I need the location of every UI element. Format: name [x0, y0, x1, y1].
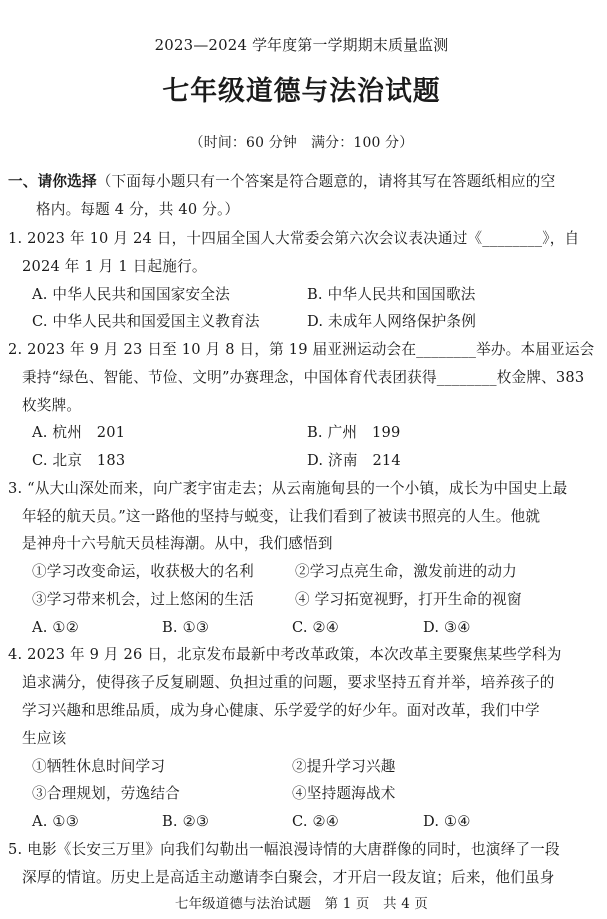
- option-d: D. ①④: [423, 813, 471, 830]
- time-info: （时间：60 分钟 满分：100 分）: [189, 135, 414, 151]
- question-text: 2024 年 1 月 1 日起施行。: [22, 258, 207, 275]
- option-b: B. ②③: [162, 813, 210, 830]
- question-text: 生应该: [22, 730, 67, 747]
- option-b: B. 广州 199: [307, 424, 401, 441]
- statement-1: ①学习改变命运，收获极大的名利: [32, 563, 254, 580]
- option-c: C. ②④: [292, 813, 340, 830]
- section-instruction-cont: 格内。每题 4 分，共 40 分。）: [36, 201, 240, 218]
- option-a: A. 杭州 201: [32, 424, 126, 441]
- question-text: 5. 电影《长安三万里》向我们勾勒出一幅浪漫诗情的大唐群像的同时，也演绎了一段: [8, 841, 560, 858]
- question-text: 秉持“绿色、智能、节俭、文明”办赛理念，中国体育代表团获得________枚金牌、383: [22, 369, 585, 386]
- question-text: 追求满分，使得孩子反复刷题、负担过重的问题，要求坚持五育并举，培养孩子的: [22, 674, 555, 691]
- page-footer: 七年级道德与法治试题 第 1 页 共 4 页: [174, 896, 429, 912]
- option-b: B. ①③: [162, 619, 210, 636]
- question-text: 年轻的航天员。”这一路他的坚持与蜕变，让我们看到了被读书照亮的人生。他就: [22, 508, 541, 525]
- option-c: C. 中华人民共和国爱国主义教育法: [32, 313, 260, 330]
- option-d: D. 济南 214: [307, 452, 401, 469]
- exam-name: 2023—2024 学年度第一学期期末质量监测: [154, 36, 449, 54]
- statement-2: ②提升学习兴趣: [292, 758, 396, 775]
- option-a: A. 中华人民共和国国家安全法: [32, 286, 230, 303]
- statement-3: ③合理规划，劳逸结合: [32, 785, 180, 802]
- option-c: C. ②④: [292, 619, 340, 636]
- question-text: 4. 2023 年 9 月 26 日，北京发布最新中考改革政策，本次改革主要聚焦某些学科为: [8, 646, 562, 663]
- statement-1: ①牺牲休息时间学习: [32, 758, 166, 775]
- option-d: D. ③④: [423, 619, 471, 636]
- statement-4: ④坚持题海战术: [292, 785, 396, 802]
- question-text: 枚奖牌。: [22, 397, 82, 414]
- section-instruction: （下面每小题只有一个答案是符合题意的，请将其写在答题纸相应的空: [96, 173, 556, 190]
- option-a: A. ①③: [32, 813, 79, 830]
- option-c: C. 北京 183: [32, 452, 126, 469]
- question-text: 是神舟十六号航天员桂海潮。从中，我们感悟到: [22, 535, 333, 552]
- question-text: 2. 2023 年 9 月 23 日至 10 月 8 日，第 19 届亚洲运动会在________举办。本届亚运会: [8, 341, 595, 358]
- question-text: 深厚的情谊。历史上是高适主动邀请李白聚会，才开启一段友谊；后来，他们虽身: [22, 869, 555, 886]
- statement-3: ③学习带来机会，过上悠闲的生活: [32, 591, 254, 608]
- option-a: A. ①②: [32, 619, 79, 636]
- statement-4: ④ 学习拓宽视野，打开生命的视窗: [295, 591, 522, 608]
- question-text: 学习兴趣和思维品质，成为身心健康、乐学爱学的好少年。面对改革，我们中学: [22, 702, 540, 719]
- page-title: 七年级道德与法治试题: [162, 76, 441, 107]
- option-d: D. 未成年人网络保护条例: [307, 313, 476, 330]
- question-text: 3. “从大山深处而来，向广袤宇宙走去；从云南施甸县的一个小镇，成长为中国史上最: [8, 480, 568, 497]
- question-text: 1. 2023 年 10 月 24 日，十四届全国人大常委会第六次会议表决通过《________》，自: [8, 230, 580, 247]
- option-b: B. 中华人民共和国国歌法: [307, 286, 476, 303]
- section-title: 一、请你选择: [8, 173, 97, 190]
- statement-2: ②学习点亮生命，激发前进的动力: [295, 563, 517, 580]
